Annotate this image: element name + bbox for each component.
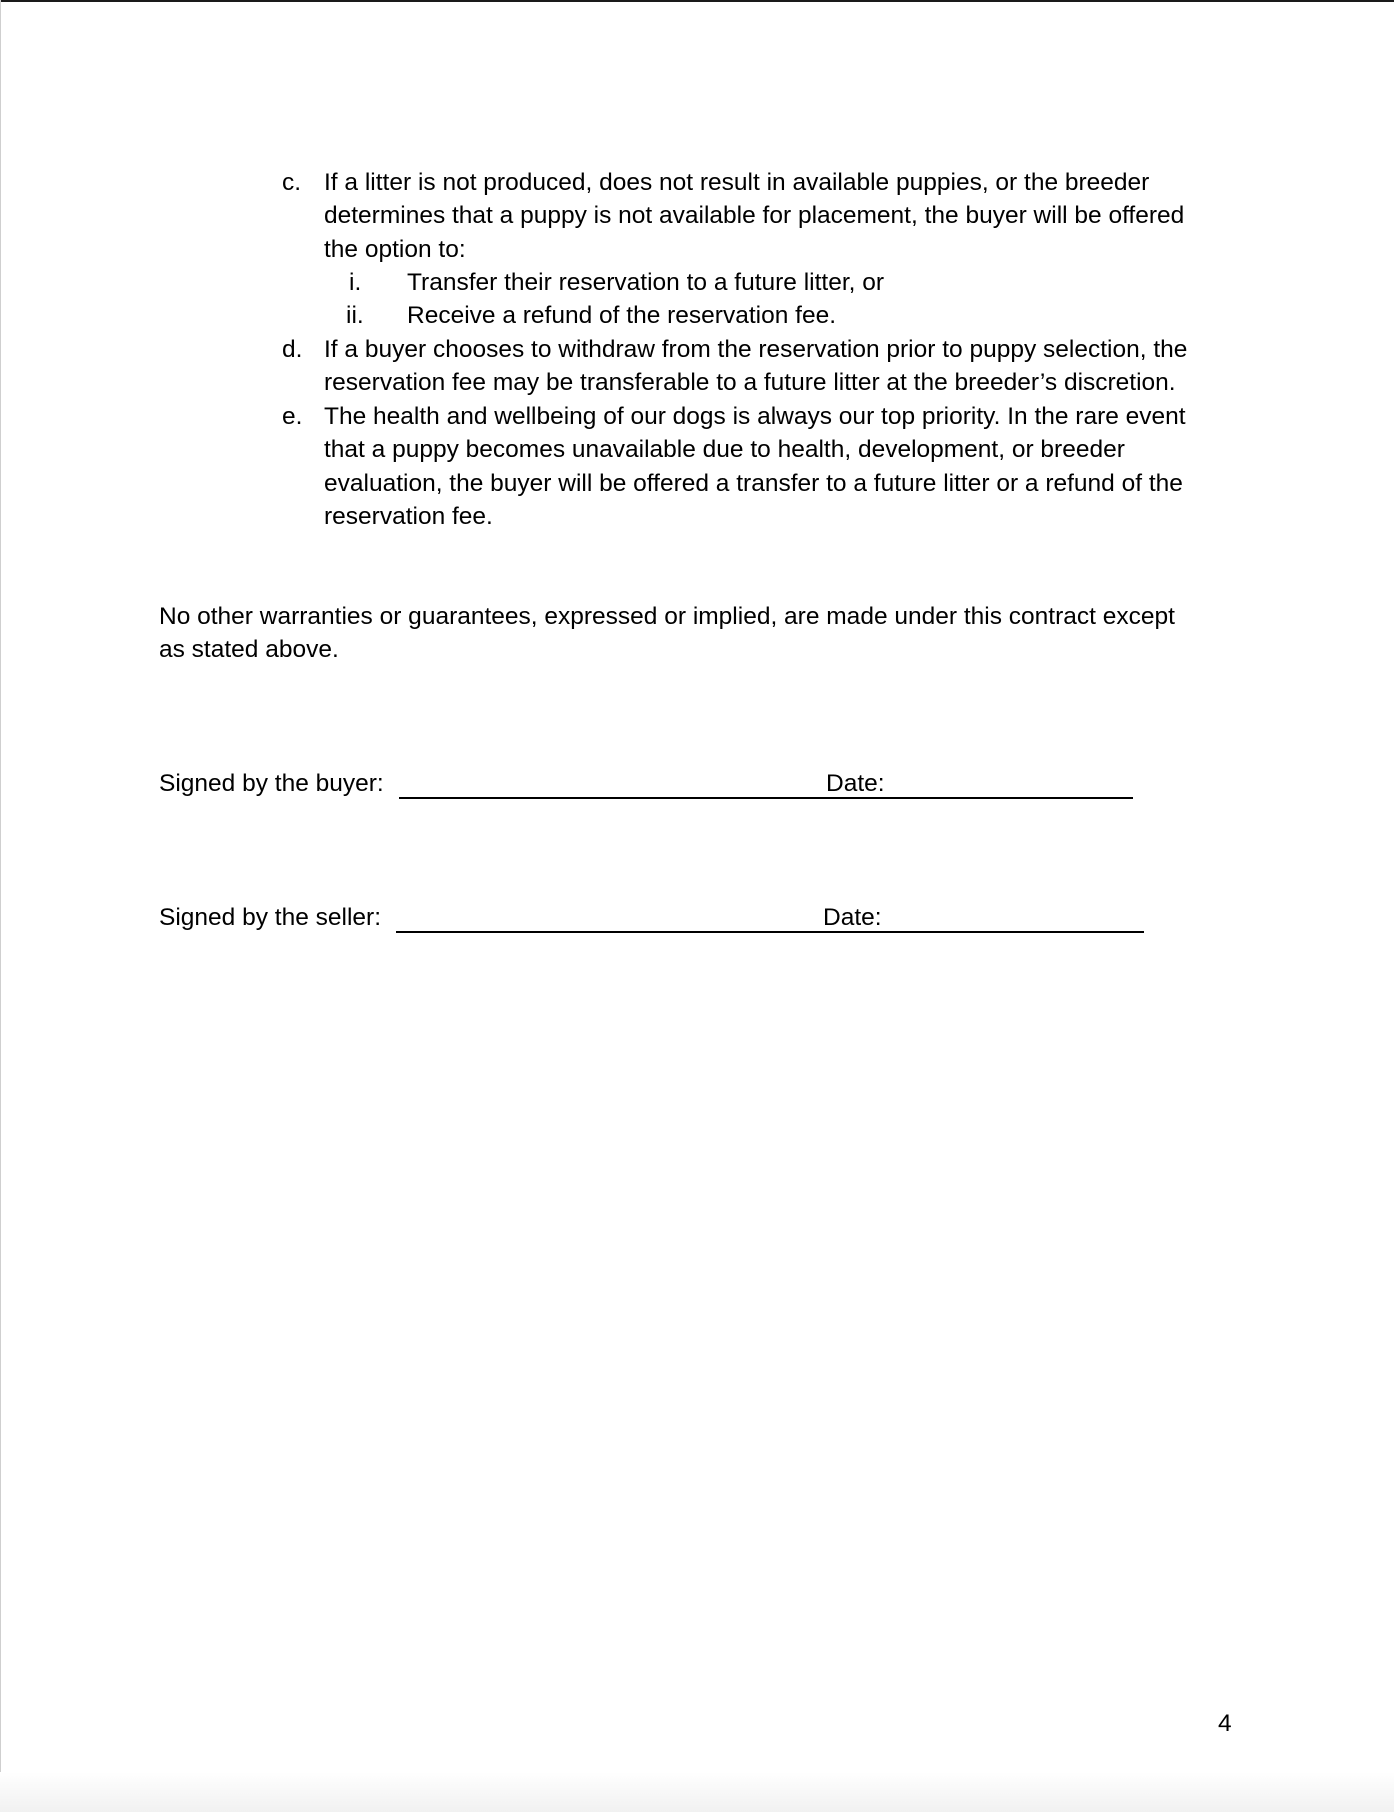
text-line: If a litter is not produced, does not result in available puppies, or the breeder: [324, 169, 1150, 196]
page-bottom-shadow: [0, 1772, 1394, 1812]
buyer-date-label: Date:: [826, 770, 885, 797]
text-line: the option to:: [324, 235, 466, 263]
buyer-signature-line[interactable]: [399, 797, 976, 799]
disclaimer-paragraph: [159, 600, 1175, 667]
list-item-text: [324, 400, 1186, 534]
text-line: reservation fee may be transferable to a future litter at the breeder’s discretion.: [324, 369, 1176, 397]
sub-list-marker: i.: [349, 269, 362, 296]
text-line: determines that a puppy is not available for placement, the buyer will be offered: [324, 202, 1185, 230]
list-item-text: [324, 333, 1187, 400]
text-line: evaluation, the buyer will be offered a transfer to a future litter or a refund of the: [324, 469, 1183, 497]
seller-signature-line[interactable]: [396, 931, 973, 933]
text-line: No other warranties or guarantees, expressed or implied, are made under this contract except: [159, 603, 1175, 630]
sub-item-text: Receive a refund of the reservation fee.: [407, 302, 837, 329]
text-line: as stated above.: [159, 636, 339, 664]
text-line: If a buyer chooses to withdraw from the reservation prior to puppy selection, the: [324, 336, 1188, 363]
sub-list-marker: ii.: [346, 302, 364, 329]
list-item-text: [324, 166, 1184, 266]
list-marker: d.: [282, 336, 303, 363]
page-number: 4: [1218, 1710, 1232, 1737]
buyer-signature-label: Signed by the buyer:: [159, 770, 384, 797]
seller-date-label: Date:: [823, 904, 882, 931]
text-line: The health and wellbeing of our dogs is always our top priority. In the rare event: [324, 403, 1186, 430]
text-line: reservation fee.: [324, 503, 493, 531]
seller-date-line[interactable]: [892, 931, 1144, 933]
sub-item-text: Transfer their reservation to a future litter, or: [407, 269, 885, 296]
seller-signature-label: Signed by the seller:: [159, 904, 381, 931]
list-marker: c.: [282, 169, 302, 196]
text-line: that a puppy becomes unavailable due to health, development, or breeder: [324, 436, 1125, 464]
list-marker: e.: [282, 403, 303, 430]
buyer-date-line[interactable]: [896, 797, 1133, 799]
